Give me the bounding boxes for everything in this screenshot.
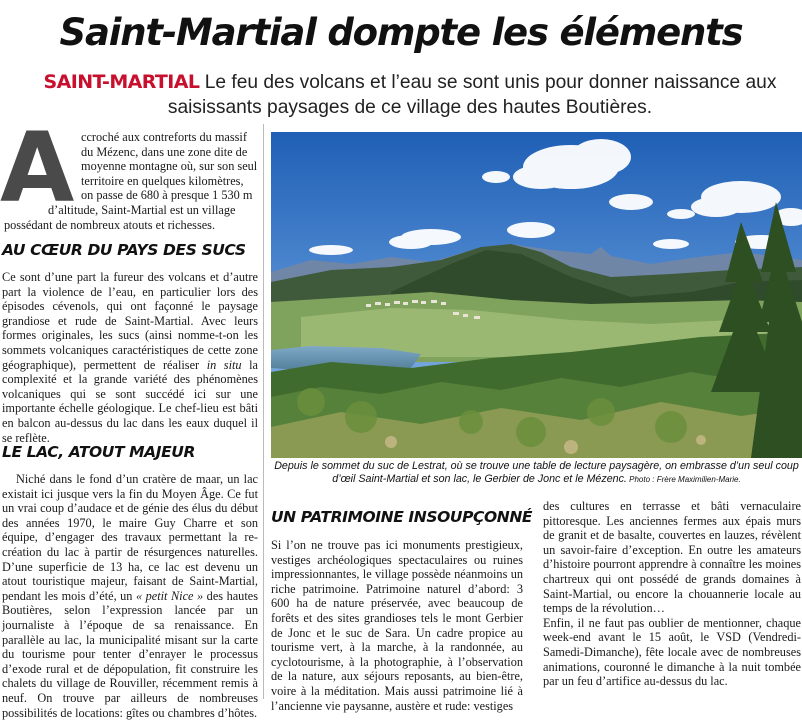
lede-kicker: SAINT-MARTIAL	[43, 71, 200, 93]
section1-text-a: Ce sont d’une part la fureur des volcans et d’autre part la violence de l’eau, en particulier lors des épisodes cévenols, qui ont façonné le paysage grandiose et rude de Saint-Martial. Avec leurs formes originales, les sucs (ainsi nomme-t-on les sommets volcaniques caractéristiques de cette zone géographique), permettent de réaliser	[2, 270, 258, 372]
article-lede	[20, 70, 800, 120]
photo-caption	[271, 460, 802, 486]
section2-text-b: des hautes Boutières, selon l’expression lancée par un journaliste à l’époque de sa renaissance. En parallèle au lac, la municipalité misant sur la carte du tourisme pour tenter d’enrayer le processus d’exode rural et de dépopulation, fit construire les chalets du village de Rouviller, récemment remis à neuf. On trouve par ailleurs de nombreuses possibilités de locations: gîtes ou chambres d’hôtes.	[2, 588, 258, 720]
intro-line: d’altitude, Saint-Martial est un village	[48, 203, 236, 217]
column-divider	[263, 124, 264, 699]
section2-title: LE LAC, ATOUT MAJEUR	[2, 443, 196, 461]
section2-text	[2, 472, 258, 720]
section3-text: Si l’on ne trouve pas ici monuments prestigieux, vestiges archéologiques spectaculaires ou ruines impressionnantes, le village possède néanmoins un riche patrimoine. Patrimoine naturel d’abord: 3 600 ha de nature préservée, avec beaucoup de forêts et des sites grandioses tels le mont Gerbier de Jonc et le suc de Sara. Un cadre propice au tourisme vert, à la marche, à la randonnée, au cyclotourisme, à la photographie, à l’observation de la nature, aux séjours reposants, au bien-être, voire à la méditation. Mais aussi patrimoine lié à l’ancienne vie paysanne, austère et rude: vestiges	[271, 538, 523, 713]
section1-title: AU CŒUR DU PAYS DES SUCS	[2, 241, 246, 259]
section2-italic: « petit Nice »	[135, 588, 204, 603]
section1-text-b: la complexité et la grande variété des phénomènes volcaniques qui se sont succédé ici sur une importante échelle géologique. Le chef-lieu est bâti en balcon au-dessus du lac dans les eaux duquel il se reflète.	[2, 357, 259, 445]
photo-credit: Photo : Frère Maximilien-Marie.	[626, 475, 741, 484]
landscape-photo	[271, 132, 802, 458]
intro-line: ccroché aux contreforts du massif	[81, 130, 247, 144]
intro-line: moyenne montagne où, sur son seul	[81, 159, 258, 174]
intro-line: possédant de nombreux atouts et richesses.	[4, 217, 216, 232]
section1-text	[2, 270, 258, 445]
section3-title: UN PATRIMOINE INSOUPÇONNÉ	[271, 508, 533, 526]
intro-line: du Mézenc, dans une zone dite de	[81, 144, 248, 159]
caption-text: Depuis le sommet du suc de Lestrat, où se trouve une table de lecture paysagère, on embrasse d’un seul coup d’œil Saint-Martial et son lac, le Gerbier de Jonc et le Mézenc.	[274, 460, 799, 485]
section2-text-a: Niché dans le fond d’un cratère de maar, un lac existait ici jusque vers la fin du Moyen Âge. Ce fut un vrai coup d’audace et de génie des élus du début des années 1970, le maire Guy Charre et son équipe, d’engager des travaux permettant la re-création du lac à partir de résurgences naturelles. D’une superficie de 13 ha, ce lac est devenu un atout touristique majeur, faisant de Saint-Martial, pendant les mois d’été, un	[2, 472, 258, 603]
lede-text: Le feu des volcans et l’eau se sont unis pour donner naissance aux saisissants paysages de ce village des hautes Boutières.	[167, 72, 777, 118]
section3-continued: des cultures en terrasse et bâti vernaculaire pittoresque. Les anciennes fermes aux épais murs de granit et de basalte, couvertes en lauzes, révèlent un savoir-faire d’exception. En outre les amateurs d’histoire pourront apprendre à connaître les moines chartreux qui ont possédé de grands domaines à Saint-Martial, ou encore la chouannerie locale au temps de la révolution…	[543, 499, 801, 616]
drop-cap: A	[0, 112, 75, 224]
section3-text-continued	[543, 499, 801, 689]
intro-line: territoire en quelques kilomètres,	[81, 173, 244, 188]
article-headline: Saint-Martial dompte les éléments	[59, 11, 743, 54]
section1-italic: in situ	[206, 357, 242, 372]
intro-line: on passe de 680 à presque 1 530 m	[81, 188, 253, 203]
section3-closing: Enfin, il ne faut pas oublier de mentionner, chaque week-end avant le 15 août, le VSD (Vendredi-Samedi-Dimanche), fête locale avec de nombreuses animations, couronné le dimanche à la nuit tombée par un feu d’artifice au-dessus du lac.	[543, 615, 801, 689]
